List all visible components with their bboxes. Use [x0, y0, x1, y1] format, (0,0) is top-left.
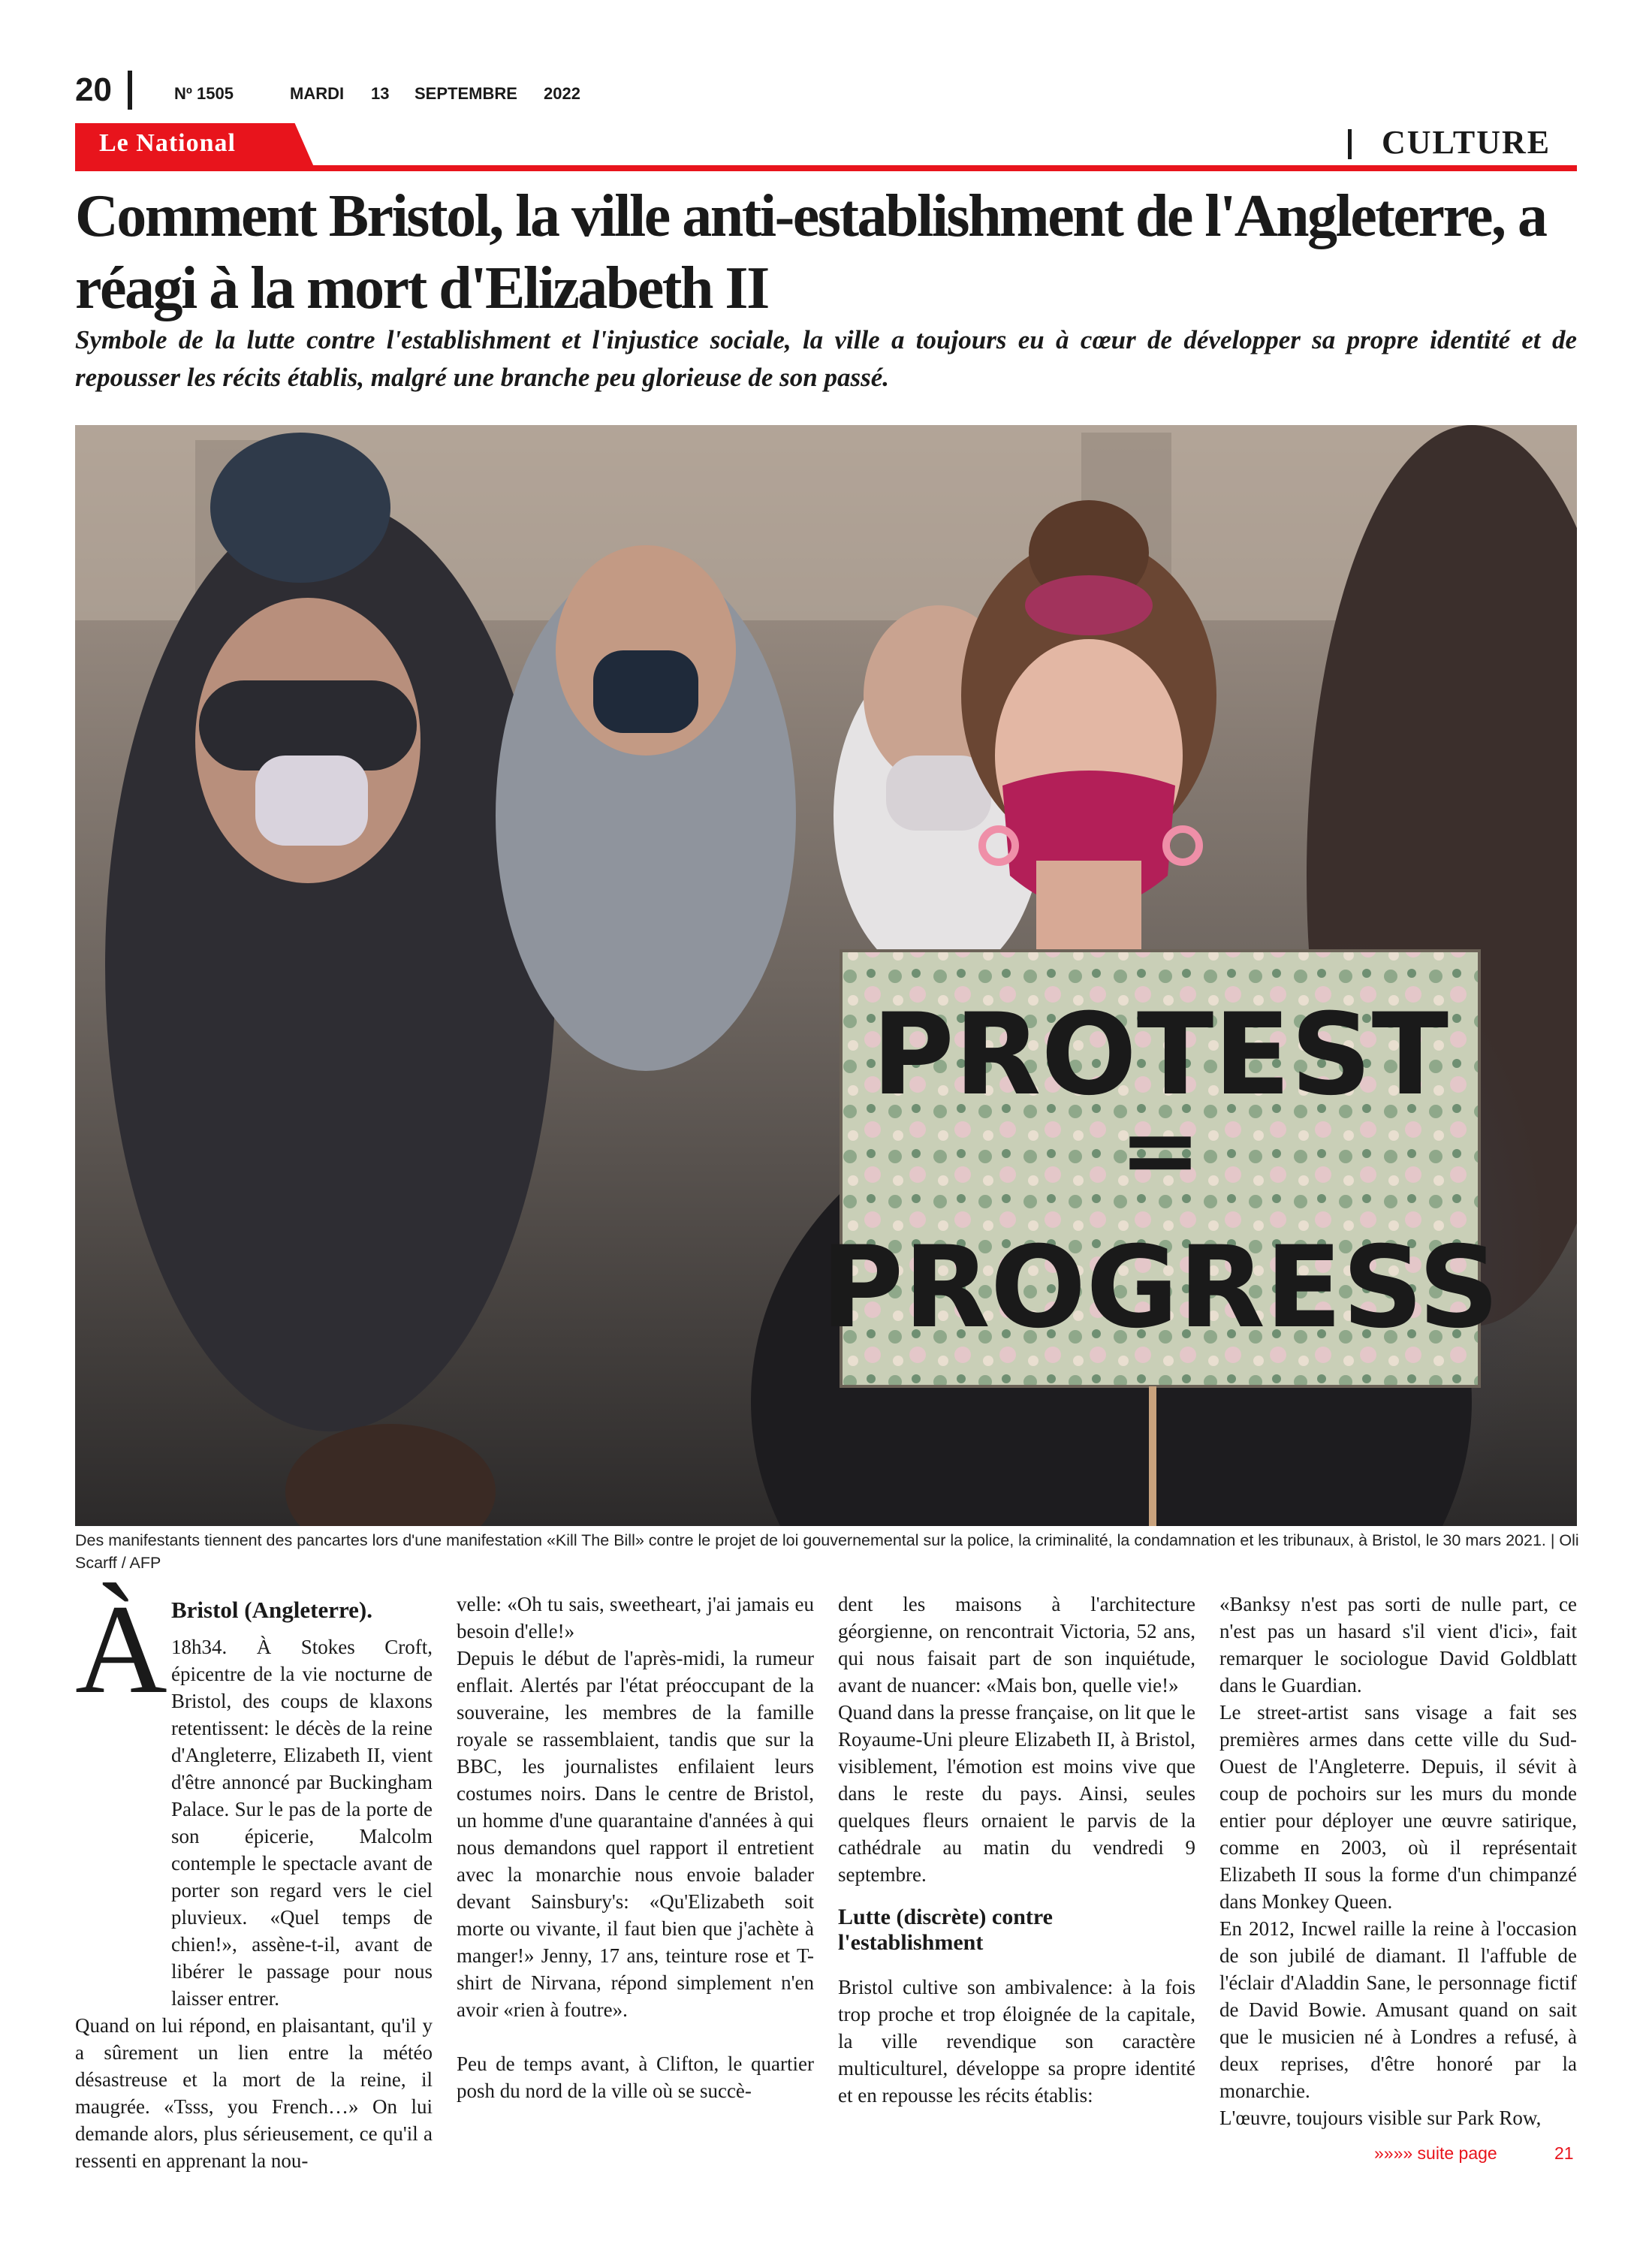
issue-number: Nº 1505 — [174, 84, 234, 103]
paragraph: Quand on lui répond, en plaisantant, qu'il y a sûrement un lien entre la météo désastreuse et la mort de la reine, il maugrée. «Tsss, you French…» On lui demande alors, plus sérieusement, ce qu'il a ressenti en apprenant la nou- — [75, 2014, 433, 2172]
paragraph: Depuis le début de l'après-midi, la rumeur enflait. Alertés par l'état préoccupant de la souveraine, les membres de la famille royale se rassemblaient, tandis que sur la BBC, les journalistes enfilaient leurs costumes noirs. Dans le centre de Bristol, un homme d'une quarantaine d'années à qui nous demandons quel rapport il entretient avec la monarchie nous envoie balader devant Sainsbury's: «Qu'Elizabeth soit morte ou vivante, il faut bien que j'achète à manger!» Jenny, 17 ans, teinture rose et T-shirt de Nirvana, répond simplement n'en avoir «rien à foutre». — [457, 1647, 814, 2021]
issue-month: SEPTEMBRE — [415, 84, 517, 103]
section-divider — [1348, 129, 1352, 159]
section-label: CULTURE — [1382, 124, 1551, 161]
protest-photo-illustration — [75, 425, 1577, 1526]
paragraph: Le street-artist sans visage a fait ses premières armes dans cette ville du Sud-Ouest de l'Angleterre. Depuis, il sévit à coup de pochoirs sur les murs du monde entier pour déployer une œuvre satirique, comme en 2003, où il représentait Elizabeth II sous la forme d'un chimpanzé dans Monkey Queen. — [1219, 1701, 1577, 1913]
header-divider — [128, 71, 132, 110]
paragraph: L'œuvre, toujours visible sur Park Row, — [1219, 2107, 1542, 2129]
article-photo — [75, 425, 1577, 1526]
paragraph: velle: «Oh tu sais, sweetheart, j'ai jamais eu besoin d'elle!» — [457, 1593, 814, 1642]
page-number: 20 — [75, 71, 112, 108]
article-column-2 — [457, 1591, 814, 2104]
continued-page-number[interactable]: 21 — [1554, 2143, 1574, 2163]
subheading: Lutte (discrète) contre l'establishment — [838, 1905, 1053, 1955]
header-rule — [75, 165, 1577, 171]
headline: Comment Bristol, la ville anti-establishment de l'Angleterre, a réagi à la mort d'Elizabeth II — [75, 183, 1546, 321]
paragraph: Quand dans la presse française, on lit que le Royaume-Uni pleure Elizabeth II, à Bristol, visiblement, l'émotion est moins vive que dans le reste du pays. Ainsi, seules quelques fleurs ornaient le parvis de la cathédrale au matin du vendredi 9 septembre. — [838, 1701, 1195, 1886]
issue-day: MARDI — [290, 84, 345, 103]
sign-line-1: PROTEST — [871, 990, 1449, 1120]
dateline: Bristol (Angleterre). — [171, 1597, 372, 1623]
paragraph — [75, 1633, 433, 2012]
issue-year: 2022 — [544, 84, 580, 103]
issue-date: 13 — [371, 84, 390, 103]
photo-caption: Des manifestants tiennent des pancartes lors d'une manifestation «Kill The Bill» contre le projet de loi gouvernemental sur la police, la criminalité, la condamnation et les tribunaux, à Bristol, le 30 mars 2021. | Oli Scarff / AFP — [75, 1531, 1579, 1572]
paragraph-text: 18h34. À Stokes Croft, épicentre de la vie nocturne de Bristol, des coups de klaxons retentissent: le décès de la reine d'Angleterre, Elizabeth II, vient d'être annoncé par Buckingham Palace. Sur le pas de la porte de son épicerie, Malcolm contemple le spectacle avant de porter son regard vers le ciel pluvieux. «Quel temps de chien!», assène-t-il, avant de libérer le passage pour nous laisser entrer. — [171, 1636, 433, 2010]
sign-line-3: PROGRESS — [821, 1223, 1500, 1353]
standfirst: Symbole de la lutte contre l'establishment et l'injustice sociale, la ville a toujours eu à cœur de développer sa propre identité et de repousser les récits établis, malgré une branche peu glorieuse de son passé. — [75, 325, 1577, 392]
paragraph: «Banksy n'est pas sorti de nulle part, ce n'est pas un hasard s'il vient d'ici», fait remarquer le sociologue David Goldblatt dans le Guardian. — [1219, 1593, 1577, 1697]
paragraph: dent les maisons à l'architecture géorgienne, on rencontrait Victoria, 52 ans, qui nous faisait part de son inquiétude, avant de nuancer: «Mais bon, quelle vie!» — [838, 1593, 1195, 1697]
article-column-3 — [838, 1591, 1195, 2109]
paragraph: Peu de temps avant, à Clifton, le quartier posh du nord de la ville où se succè- — [457, 2052, 814, 2102]
brand-name: Le National — [99, 129, 236, 157]
continued-link[interactable]: »»»» suite page — [1374, 2143, 1497, 2163]
paragraph: Bristol cultive son ambivalence: à la fois trop proche et trop éloignée de la capitale, la ville revendique son caractère multiculturel, développe sa propre identité et en repousse les récits établis: — [838, 1976, 1195, 2107]
article-column-1 — [75, 1579, 433, 2174]
drop-cap: À — [75, 1579, 167, 1720]
sign-line-2: = — [1119, 1093, 1201, 1207]
paragraph: En 2012, Incwel raille la reine à l'occasion de son jubilé de diamant. Il l'affuble de l'éclair d'Aladdin Sane, le personnage fictif de David Bowie. Amusant quand on sait que le musicien né à Londres a refusé, à deux reprises, d'être honoré par la monarchie. — [1219, 1917, 1577, 2102]
article-column-4 — [1219, 1591, 1577, 2131]
